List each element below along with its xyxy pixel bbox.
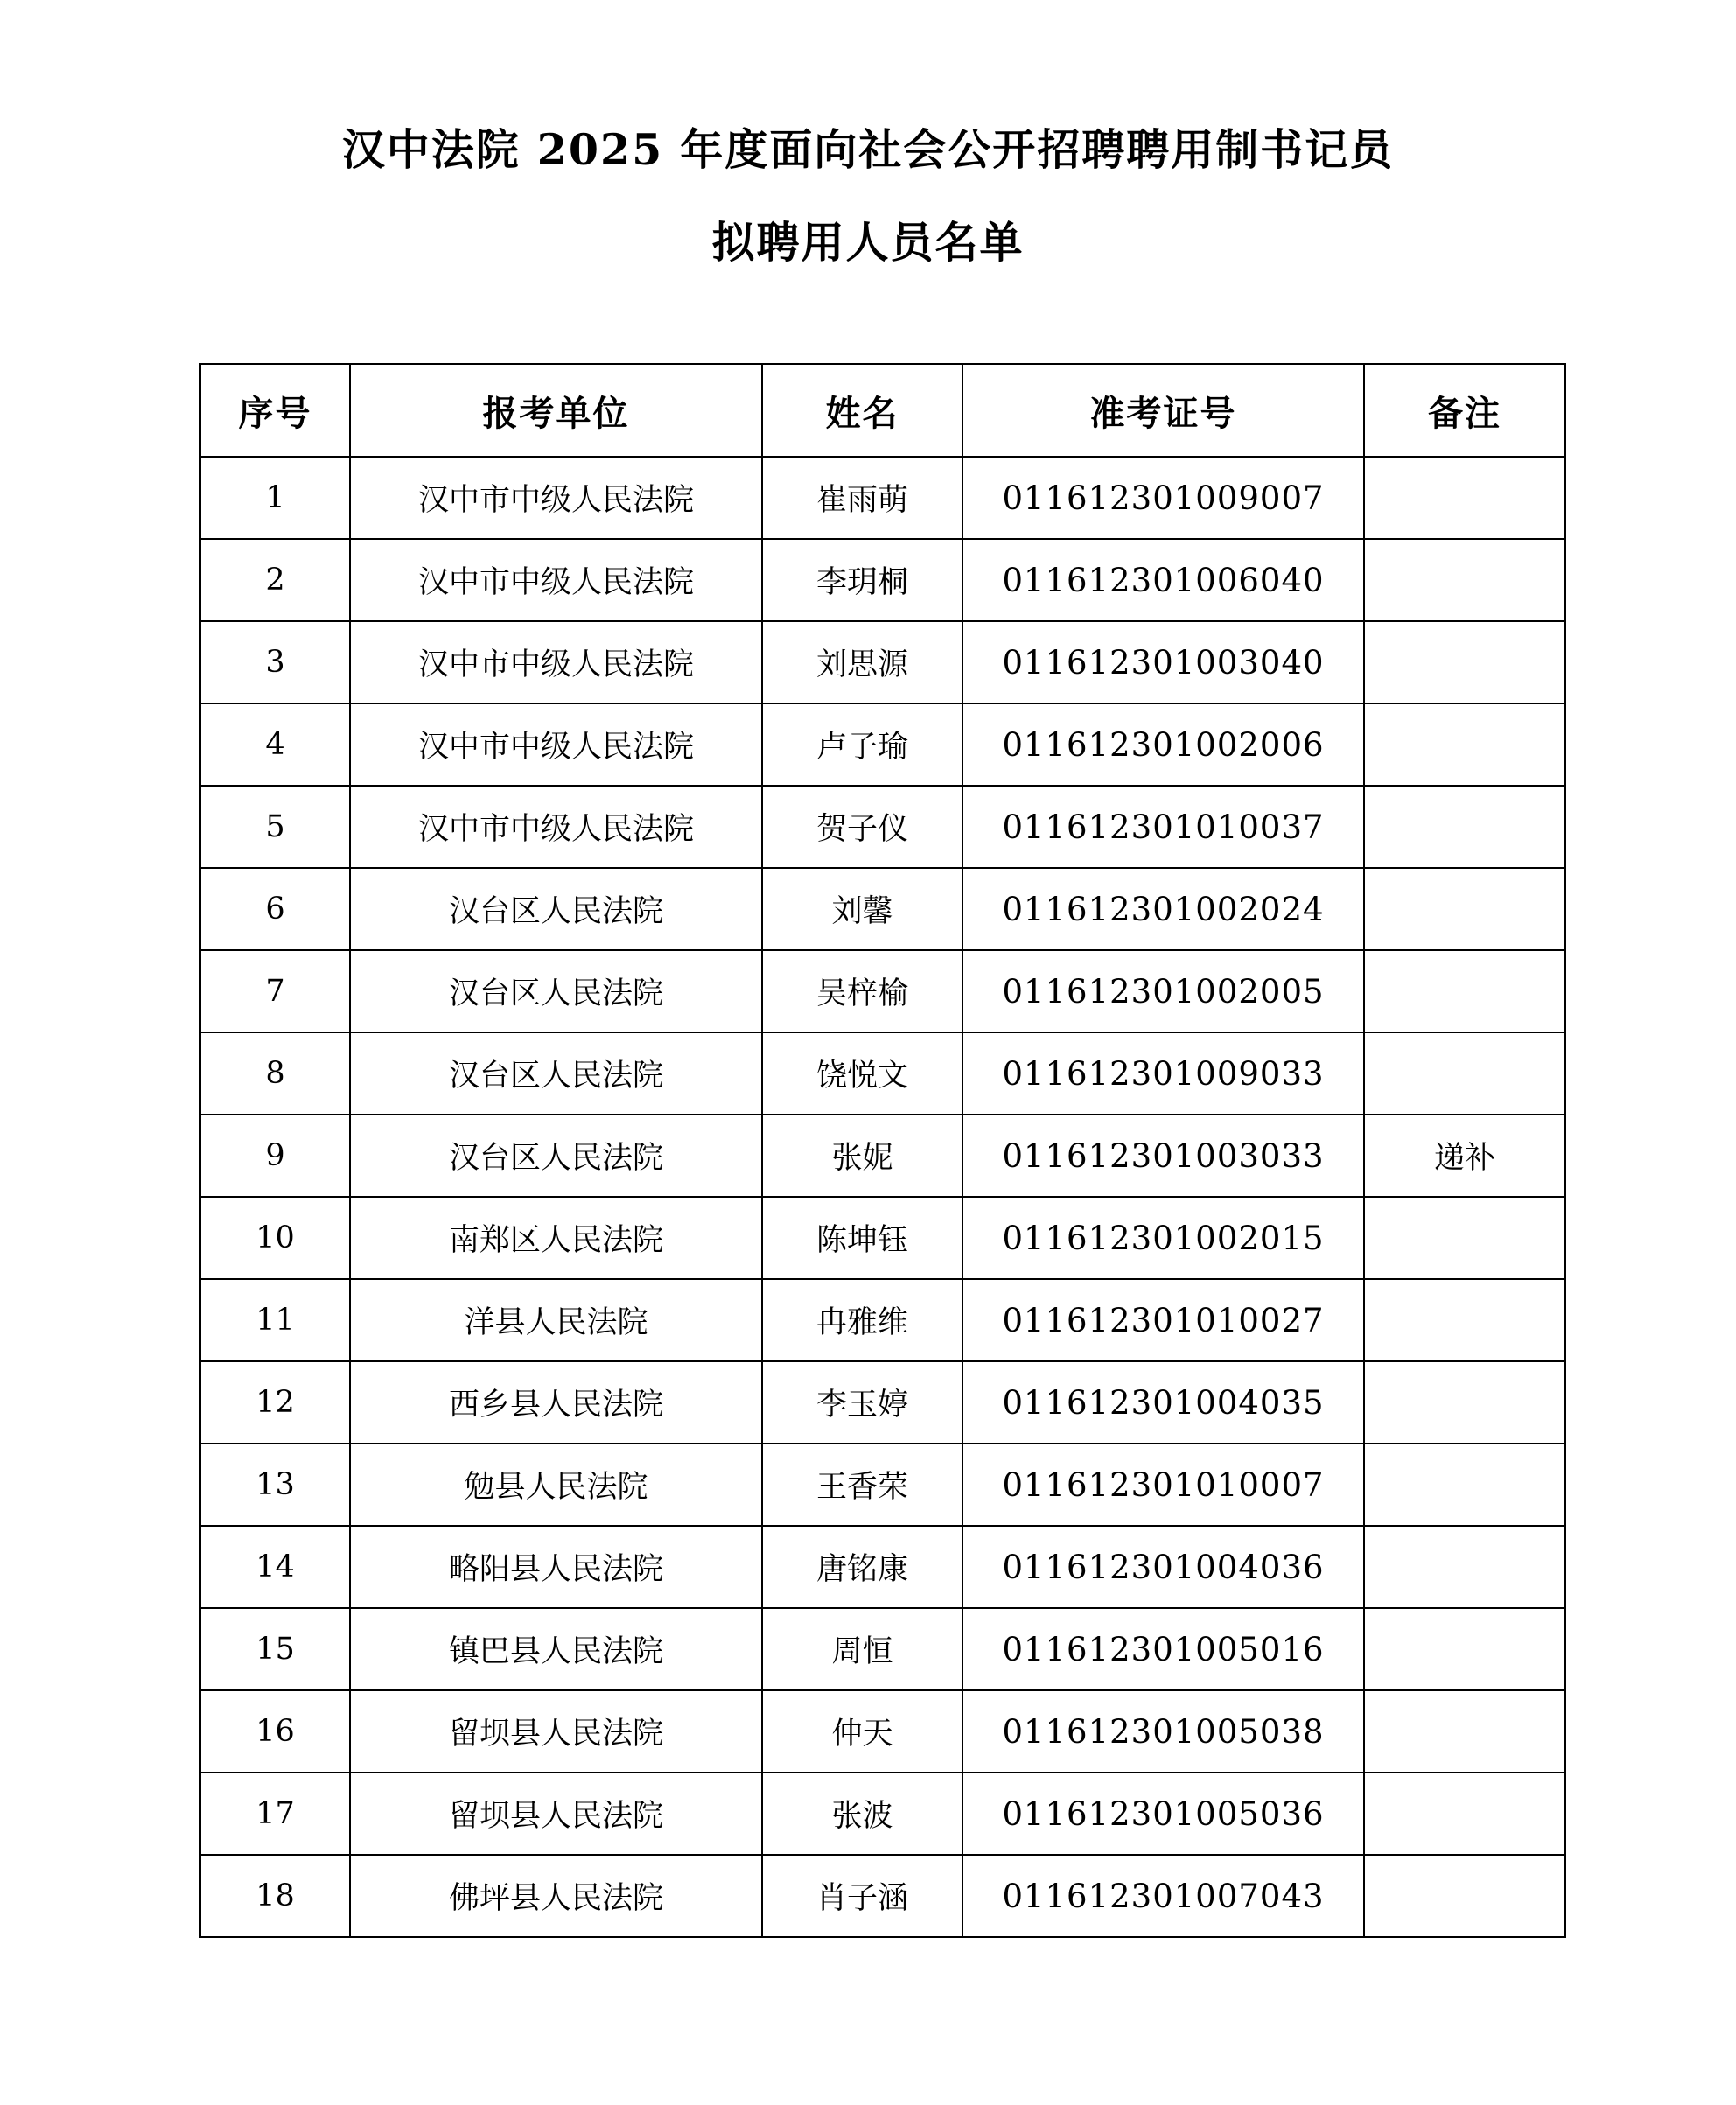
cell-seq: 7 <box>200 950 350 1032</box>
header-remark: 备注 <box>1364 364 1565 457</box>
cell-unit: 西乡县人民法院 <box>350 1361 762 1444</box>
cell-remark <box>1364 1690 1565 1773</box>
cell-remark <box>1364 1526 1565 1608</box>
header-row <box>200 364 1565 457</box>
cell-exam-no: 011612301005036 <box>962 1773 1364 1855</box>
cell-name: 唐铭康 <box>762 1526 962 1608</box>
cell-name: 仲天 <box>762 1690 962 1773</box>
cell-name: 肖子涵 <box>762 1855 962 1937</box>
table-row <box>200 1032 1565 1115</box>
table-row <box>200 1773 1565 1855</box>
cell-remark <box>1364 1773 1565 1855</box>
cell-unit: 勉县人民法院 <box>350 1444 762 1526</box>
cell-seq: 12 <box>200 1361 350 1444</box>
table-row <box>200 1690 1565 1773</box>
table-row <box>200 1361 1565 1444</box>
cell-remark <box>1364 1855 1565 1937</box>
table-row <box>200 1855 1565 1937</box>
cell-remark <box>1364 1444 1565 1526</box>
cell-name: 陈坤钰 <box>762 1197 962 1279</box>
cell-unit: 略阳县人民法院 <box>350 1526 762 1608</box>
cell-remark <box>1364 1361 1565 1444</box>
cell-exam-no: 011612301005038 <box>962 1690 1364 1773</box>
cell-seq: 8 <box>200 1032 350 1115</box>
cell-exam-no: 011612301006040 <box>962 539 1364 621</box>
cell-remark <box>1364 786 1565 868</box>
cell-unit: 汉中市中级人民法院 <box>350 457 762 539</box>
cell-exam-no: 011612301002024 <box>962 868 1364 950</box>
cell-remark <box>1364 950 1565 1032</box>
table-row <box>200 1444 1565 1526</box>
cell-unit: 汉台区人民法院 <box>350 950 762 1032</box>
cell-unit: 汉台区人民法院 <box>350 868 762 950</box>
cell-exam-no: 011612301002015 <box>962 1197 1364 1279</box>
header-seq: 序号 <box>200 364 350 457</box>
cell-name: 周恒 <box>762 1608 962 1690</box>
cell-unit: 汉中市中级人民法院 <box>350 786 762 868</box>
table-row <box>200 1115 1565 1197</box>
cell-seq: 4 <box>200 703 350 786</box>
cell-seq: 13 <box>200 1444 350 1526</box>
cell-exam-no: 011612301004035 <box>962 1361 1364 1444</box>
cell-name: 刘思源 <box>762 621 962 703</box>
table-row <box>200 457 1565 539</box>
table-row <box>200 1608 1565 1690</box>
cell-remark <box>1364 703 1565 786</box>
cell-unit: 留坝县人民法院 <box>350 1773 762 1855</box>
cell-exam-no: 011612301003033 <box>962 1115 1364 1197</box>
cell-name: 李玥桐 <box>762 539 962 621</box>
doc-title-line1: 汉中法院 2025 年度面向社会公开招聘聘用制书记员 <box>341 124 1395 175</box>
cell-remark <box>1364 1032 1565 1115</box>
cell-unit: 汉中市中级人民法院 <box>350 703 762 786</box>
cell-seq: 11 <box>200 1279 350 1361</box>
cell-remark <box>1364 621 1565 703</box>
cell-remark <box>1364 539 1565 621</box>
header-name: 姓名 <box>762 364 962 457</box>
cell-name: 刘馨 <box>762 868 962 950</box>
cell-unit: 洋县人民法院 <box>350 1279 762 1361</box>
cell-unit: 汉台区人民法院 <box>350 1032 762 1115</box>
cell-name: 贺子仪 <box>762 786 962 868</box>
cell-seq: 5 <box>200 786 350 868</box>
cell-name: 吴梓榆 <box>762 950 962 1032</box>
cell-remark <box>1364 1608 1565 1690</box>
roster-table-body <box>200 457 1565 1937</box>
cell-unit: 镇巴县人民法院 <box>350 1608 762 1690</box>
cell-unit: 汉中市中级人民法院 <box>350 539 762 621</box>
cell-exam-no: 011612301002006 <box>962 703 1364 786</box>
table-row <box>200 868 1565 950</box>
cell-exam-no: 011612301010007 <box>962 1444 1364 1526</box>
cell-name: 张妮 <box>762 1115 962 1197</box>
cell-name: 饶悦文 <box>762 1032 962 1115</box>
cell-name: 卢子瑜 <box>762 703 962 786</box>
cell-name: 冉雅维 <box>762 1279 962 1361</box>
cell-seq: 6 <box>200 868 350 950</box>
cell-exam-no: 011612301004036 <box>962 1526 1364 1608</box>
document-title <box>0 122 1736 269</box>
cell-exam-no: 011612301010037 <box>962 786 1364 868</box>
roster-table-header <box>200 364 1565 457</box>
cell-unit: 汉台区人民法院 <box>350 1115 762 1197</box>
table-row <box>200 1526 1565 1608</box>
table-row <box>200 621 1565 703</box>
table-row <box>200 1279 1565 1361</box>
cell-seq: 18 <box>200 1855 350 1937</box>
cell-unit: 南郑区人民法院 <box>350 1197 762 1279</box>
cell-unit: 汉中市中级人民法院 <box>350 621 762 703</box>
table-row <box>200 950 1565 1032</box>
cell-exam-no: 011612301010027 <box>962 1279 1364 1361</box>
table-row <box>200 786 1565 868</box>
table-row <box>200 1197 1565 1279</box>
cell-seq: 2 <box>200 539 350 621</box>
cell-exam-no: 011612301002005 <box>962 950 1364 1032</box>
cell-exam-no: 011612301007043 <box>962 1855 1364 1937</box>
cell-exam-no: 011612301003040 <box>962 621 1364 703</box>
cell-remark: 递补 <box>1364 1115 1565 1197</box>
cell-seq: 10 <box>200 1197 350 1279</box>
cell-remark <box>1364 457 1565 539</box>
cell-seq: 17 <box>200 1773 350 1855</box>
cell-name: 王香荣 <box>762 1444 962 1526</box>
cell-exam-no: 011612301005016 <box>962 1608 1364 1690</box>
cell-unit: 留坝县人民法院 <box>350 1690 762 1773</box>
cell-seq: 14 <box>200 1526 350 1608</box>
cell-name: 崔雨萌 <box>762 457 962 539</box>
cell-unit: 佛坪县人民法院 <box>350 1855 762 1937</box>
cell-remark <box>1364 1279 1565 1361</box>
header-exam-no: 准考证号 <box>962 364 1364 457</box>
cell-name: 李玉婷 <box>762 1361 962 1444</box>
table-row <box>200 703 1565 786</box>
cell-seq: 15 <box>200 1608 350 1690</box>
cell-remark <box>1364 868 1565 950</box>
cell-remark <box>1364 1197 1565 1279</box>
doc-title-line2: 拟聘用人员名单 <box>711 217 1025 268</box>
cell-name: 张波 <box>762 1773 962 1855</box>
cell-exam-no: 011612301009033 <box>962 1032 1364 1115</box>
cell-seq: 1 <box>200 457 350 539</box>
cell-exam-no: 011612301009007 <box>962 457 1364 539</box>
header-unit: 报考单位 <box>350 364 762 457</box>
cell-seq: 16 <box>200 1690 350 1773</box>
cell-seq: 9 <box>200 1115 350 1197</box>
table-row <box>200 539 1565 621</box>
cell-seq: 3 <box>200 621 350 703</box>
roster-table <box>200 363 1566 1938</box>
